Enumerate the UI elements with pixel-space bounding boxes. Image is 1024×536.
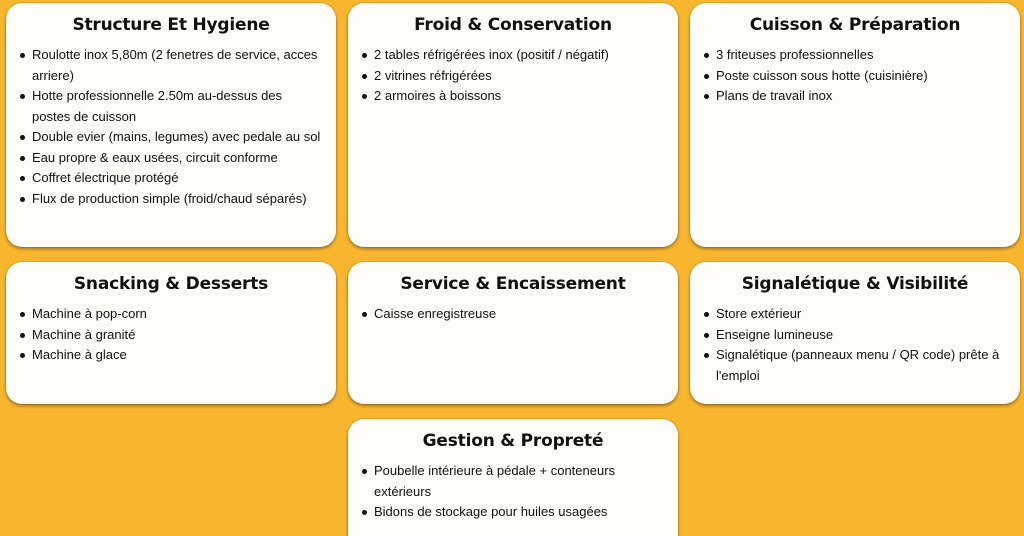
list-item: Hotte professionnelle 2.50m au-dessus des postes de cuisson xyxy=(20,86,322,127)
list-item: 2 armoires à boissons xyxy=(362,86,664,107)
card-list xyxy=(362,304,664,325)
list-item: Double evier (mains, legumes) avec pedale au sol xyxy=(20,127,322,148)
card-title: Cuisson & Préparation xyxy=(749,15,961,35)
list-item: Machine à granité xyxy=(20,325,322,346)
card-gestion-proprete xyxy=(348,419,678,536)
card-title: Structure Et Hygiene xyxy=(72,15,270,35)
list-item: Enseigne lumineuse xyxy=(704,325,1006,346)
list-item: Poste cuisson sous hotte (cuisinière) xyxy=(704,66,1006,87)
list-item: Coffret électrique protégé xyxy=(20,168,322,189)
card-froid-conservation xyxy=(348,3,678,247)
list-item: Caisse enregistreuse xyxy=(362,304,664,325)
card-structure-hygiene xyxy=(6,3,336,247)
card-list xyxy=(20,304,322,366)
card-title: Service & Encaissement xyxy=(400,274,626,294)
card-service-encaissement xyxy=(348,262,678,404)
card-list xyxy=(20,45,322,209)
list-item: 2 tables réfrigérées inox (positif / négatif) xyxy=(362,45,664,66)
card-signaletique-visibilite xyxy=(690,262,1020,404)
list-item: Machine à pop-corn xyxy=(20,304,322,325)
card-cuisson-preparation xyxy=(690,3,1020,247)
card-title: Signalétique & Visibilité xyxy=(741,274,969,294)
list-item: Signalétique (panneaux menu / QR code) prête à l'emploi xyxy=(704,345,1006,386)
list-item: Machine à glace xyxy=(20,345,322,366)
card-list xyxy=(362,461,664,523)
card-list xyxy=(704,304,1006,386)
list-item: 2 vitrines réfrigérées xyxy=(362,66,664,87)
card-title: Snacking & Desserts xyxy=(73,274,269,294)
list-item: Plans de travail inox xyxy=(704,86,1006,107)
card-list xyxy=(704,45,1006,107)
card-title: Froid & Conservation xyxy=(414,15,612,35)
list-item: Eau propre & eaux usées, circuit conforme xyxy=(20,148,322,169)
list-item: Flux de production simple (froid/chaud séparés) xyxy=(20,189,322,210)
list-item: 3 friteuses professionnelles xyxy=(704,45,1006,66)
list-item: Store extérieur xyxy=(704,304,1006,325)
card-snacking-desserts xyxy=(6,262,336,404)
list-item: Bidons de stockage pour huiles usagées xyxy=(362,502,664,523)
list-item: Poubelle intérieure à pédale + conteneurs extérieurs xyxy=(362,461,664,502)
card-title: Gestion & Propreté xyxy=(422,431,604,451)
card-list xyxy=(362,45,664,107)
list-item: Roulotte inox 5,80m (2 fenetres de service, acces arriere) xyxy=(20,45,322,86)
